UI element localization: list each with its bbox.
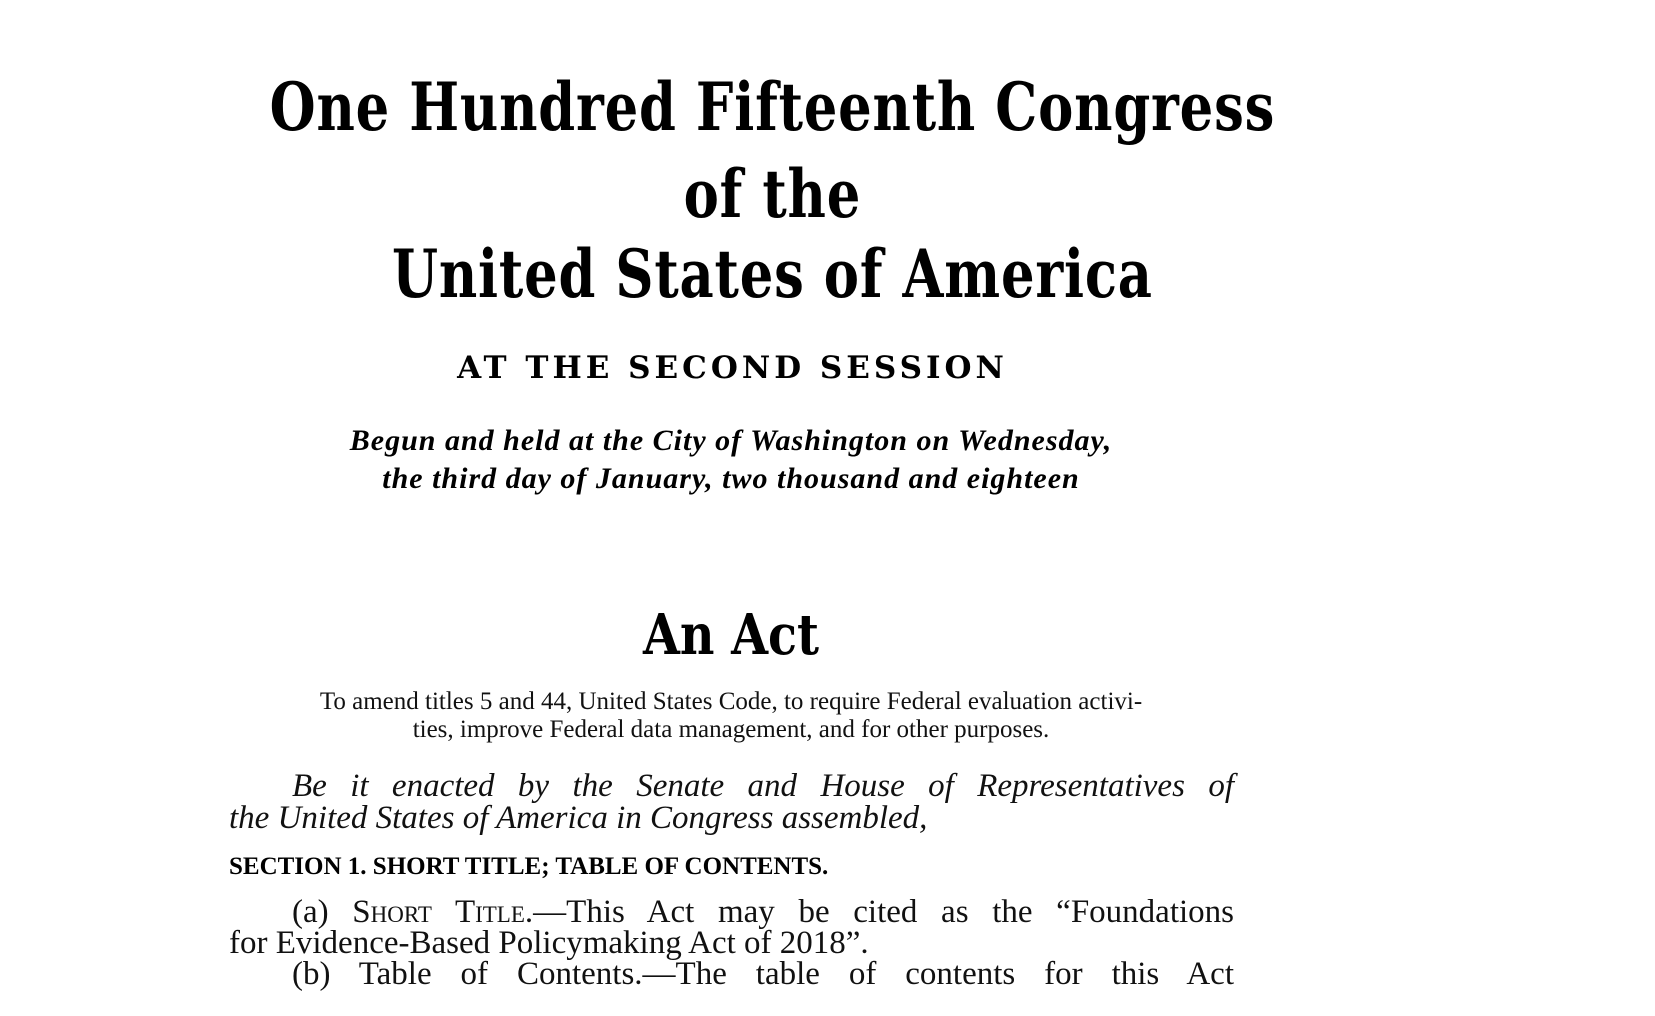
short-title-text-1: .—This Act may be cited as the “Foundations [524,894,1235,930]
session-date-line-1: Begun and held at the City of Washington on Wednesday, [349,424,1113,457]
session-heading: AT THE SECOND SESSION [457,350,1008,386]
enacting-clause-line-1: Be it enacted by the Senate and House of Representatives of [292,768,1234,804]
act-heading: An Act [642,602,820,668]
table-of-contents-paragraph-partial: (b) Table of Contents.—The table of contents for this Act [292,956,1234,992]
congress-title-line-2: of the [683,155,862,233]
act-purpose-line-2: ties, improve Federal data management, and for other purposes. [412,716,1050,743]
session-date-line-2: the third day of January, two thousand and eighteen [382,462,1080,495]
congress-title-line-1: One Hundred Fifteenth Congress [269,68,1276,146]
short-title-label: Short Title [352,894,525,930]
short-title-paragraph-line-2: for Evidence-Based Policymaking Act of 2018”. [229,925,869,961]
act-purpose-line-1: To amend titles 5 and 44, United States Code, to require Federal evaluation activi- [319,688,1143,715]
short-title-prefix: (a) [292,894,353,930]
congress-title-line-3: United States of America [392,235,1153,313]
enacting-clause-line-2: the United States of America in Congress assembled, [229,800,928,836]
section-1-heading: SECTION 1. SHORT TITLE; TABLE OF CONTENTS. [229,853,829,880]
